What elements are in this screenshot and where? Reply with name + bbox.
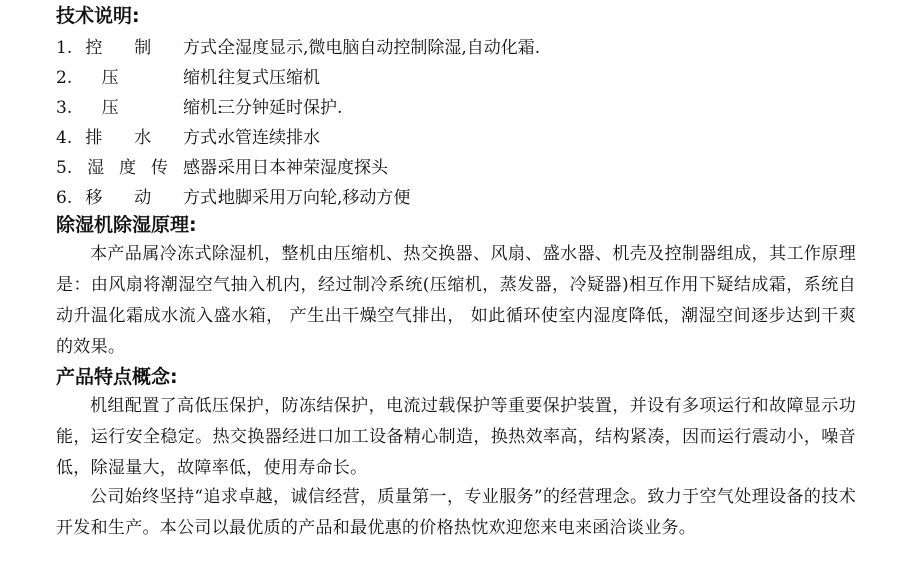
spec-row-drainage [56,123,320,153]
spec-row-compressor-protection [56,93,342,123]
spec-label: 5.湿度传感 [56,158,200,178]
spec-value: 往复式压缩机 [218,68,320,88]
spec-label: 3.压 缩 [56,98,200,118]
company-paragraph: 公司始终坚持“追求卓越，诚信经营，质量第一，专业服务”的经营理念。致力于空气处理设备的技术开发和生产。本公司以最优质的产品和最优惠的价格热忱欢迎您来电来函洽谈业务。 [56,487,856,538]
spec-label: 2.压 缩 [56,68,200,88]
spec-label: 4.排 水 方 [56,128,200,148]
spec-row-compressor [56,63,320,93]
spec-row-mobility [56,183,410,213]
spec-value: 全湿度显示,微电脑自动控制除湿,自动化霜. [218,38,541,58]
spec-value: 三分钟延时保护. [218,98,343,118]
spec-value: 水管连续排水 [218,128,320,148]
spec-separator: 机: [200,68,223,88]
spec-value: 采用日本神荣湿度探头 [218,158,388,178]
principle-heading: 除湿机除湿原理: [56,214,197,236]
spec-separator: 式: [200,188,223,208]
spec-value: 地脚采用万向轮,移动方便 [218,188,411,208]
features-heading: 产品特点概念: [56,366,178,388]
principle-paragraph: 本产品属冷冻式除湿机，整机由压缩机、热交换器、风扇、盛水器、机壳及控制器组成，其工作原理是：由风扇将潮湿空气抽入机内，经过制冷系统(压缩机，蒸发器，冷疑器)相互作用下疑结成霜，系统自动升温化霜成水流入盛水箱， 产生出干燥空气排出， 如此循环使室内湿度降低，潮湿空间逐步达到干爽的效果。 [56,244,856,357]
spec-separator: 式: [200,128,223,148]
spec-separator: 机: [200,98,223,118]
spec-separator: 器: [200,158,223,178]
features-paragraph: 机组配置了高低压保护，防冻结保护，电流过载保护等重要保护装置，并设有多项运行和故障显示功能，运行安全稳定。热交换器经进口加工设备精心制造，换热效率高，结构紧凑，因而运行震动小，噪音低，除湿量大，故障率低，使用寿命长。 [56,396,856,478]
spec-row-humidity-sensor [56,153,388,183]
spec-label: 6.移 动 方 [56,188,200,208]
spec-separator: 式: [200,38,223,58]
spec-row-control-method [56,33,540,63]
tech-spec-heading: 技术说明: [56,5,140,27]
spec-label: 1.控 制 方 [56,38,200,58]
